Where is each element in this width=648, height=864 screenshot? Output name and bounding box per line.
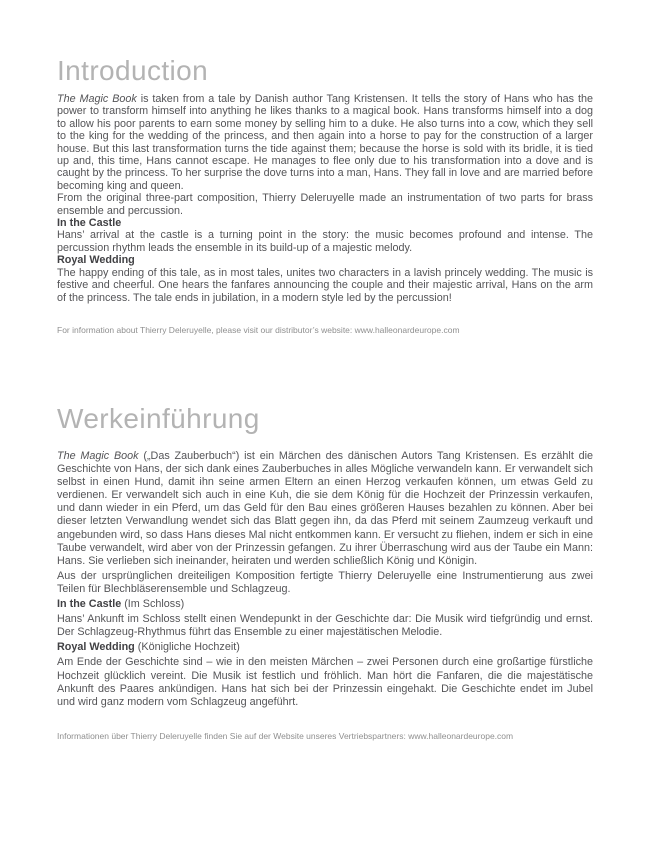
- movement-heading-in-the-castle-german: [57, 598, 593, 611]
- movement-heading-bold: Royal Wedding: [57, 641, 135, 654]
- introduction-paragraph-3: Hans’ arrival at the castle is a turning point in the story: the music becomes profound and intense. The percussion rhythm leads the ensemble in its build-up of a majestic melody.: [57, 229, 593, 254]
- introduction-paragraph-4: The happy ending of this tale, as in most tales, unites two characters in a lavish princely wedding. The music is festive and cheerful. One hears the fanfares announcing the couple and their majestic arrival, Hans on the arm of the princess. The tale ends in jubilation, in a modern style led by the percussion!: [57, 266, 593, 304]
- werkeinfuehrung-paragraph-1: [57, 450, 593, 568]
- section-werkeinfuehrung: [57, 404, 593, 741]
- introduction-paragraph-2: From the original three-part composition, Thierry Deleruyelle made an instrumentation of two parts for brass ensemble and percussion.: [57, 192, 593, 217]
- werkeinfuehrung-paragraph-4: Am Ende der Geschichte sind – wie in den meisten Märchen – zwei Personen durch eine großartige fürstliche Hochzeit glücklich vereint. Die Musik ist festlich und fröhlich. Man hört die Fanfaren, die die majestätische Ankunft des Paares ankündigen. Hans hat sich bei der Prinzessin eingehakt. Die Geschichte endet im Jubel und wird ganz modern vom Schlagzeug angeführt.: [57, 656, 593, 708]
- introduction-paragraph-1-text: is taken from a tale by Danish author Tang Kristensen. It tells the story of Hans who has the power to transform himself into anything he likes thanks to a magical book. Hans transforms himself into a dog to allow his poor parents to earn some money by selling him to a duke. He also turns into a cow, which they sell to the king for the wedding of the princess, and then again into a horse to pay for the construction of a larger house. But this last transformation turns the tide against them; because the horse is sold with its bridle, it is tied up and, this time, Hans cannot escape. He manages to flee only due to his transformation into a dove and is caught by the princess. To her surprise the dove turns into a man, Hans. They fall in love and are married before becoming king and queen.: [57, 93, 593, 192]
- section-introduction: [57, 56, 593, 335]
- movement-heading-in-the-castle: [57, 217, 593, 229]
- werkeinfuehrung-title: Werkeinführung: [57, 403, 260, 434]
- werkeinfuehrung-paragraph-2: Aus der ursprünglichen dreiteiligen Komposition fertigte Thierry Deleruyelle eine Instrumentierung aus zwei Teilen für Blechbläserensemble und Schlagzeug.: [57, 569, 593, 595]
- movement-heading-royal-wedding-german: [57, 641, 593, 654]
- introduction-paragraph-1: [57, 93, 593, 192]
- movement-heading-bold: Royal Wedding: [57, 254, 135, 267]
- distributor-note-english: For information about Thierry Deleruyelle, please visit our distributor’s website: www.halleonardeurope.com: [57, 324, 460, 335]
- movement-heading-bold: In the Castle: [57, 217, 122, 230]
- introduction-body: [57, 93, 593, 304]
- movement-heading-bold: In the Castle: [57, 598, 122, 611]
- distributor-note-german: Informationen über Thierry Deleruyelle finden Sie auf der Website unseres Vertriebspartners: www.halleonardeurope.com: [57, 730, 514, 741]
- work-title-italic: The Magic Book: [57, 93, 137, 105]
- movement-heading-royal-wedding: [57, 254, 593, 266]
- movement-heading-suffix: (Königliche Hochzeit): [134, 641, 240, 654]
- werkeinfuehrung-paragraph-3: Hans’ Ankunft im Schloss stellt einen Wendepunkt in der Geschichte dar: Die Musik wird tiefgründig und ernst. Der Schlagzeug-Rhythmus führt das Ensemble zu einer majestätischen Melodie.: [57, 613, 593, 639]
- introduction-title: Introduction: [57, 55, 209, 86]
- movement-heading-suffix: (Im Schloss): [121, 598, 185, 611]
- work-title-italic: The Magic Book: [57, 450, 139, 462]
- werkeinfuehrung-paragraph-1-text: („Das Zauberbuch“) ist ein Märchen des dänischen Autors Tang Kristensen. Es erzählt die Geschichte von Hans, der sich dank eines Zauberbuches in alles Mögliche verwandeln kann. Er verwandelt sich selbst in einen Hund, damit ihn seine armen Eltern an einen Herzog verkaufen können, um etwas Geld zu verdienen. Er verwandelt sich auch in eine Kuh, die sie dem König für die Hochzeit der Prinzessin verkaufen, und dann wieder in ein Pferd, um das Geld für den Bau eines größeren Hauses bezahlen zu können. Aber bei dieser letzten Verwandlung wendet sich das Blatt gegen ihn, da das Pferd mit seinem Zaumzeug verkauft und angebunden wird, so dass Hans dieses Mal nicht entkommen kann. Er versucht zu fliehen, indem er sich in eine Taube verwandelt, wird aber von der Prinzessin gefangen. Zu ihrer Überraschung wird aus der Taube ein Mann: Hans. Sie verlieben sich ineinander, heiraten und werden schließlich König und Königin.: [57, 450, 594, 567]
- werkeinfuehrung-body: [57, 450, 593, 709]
